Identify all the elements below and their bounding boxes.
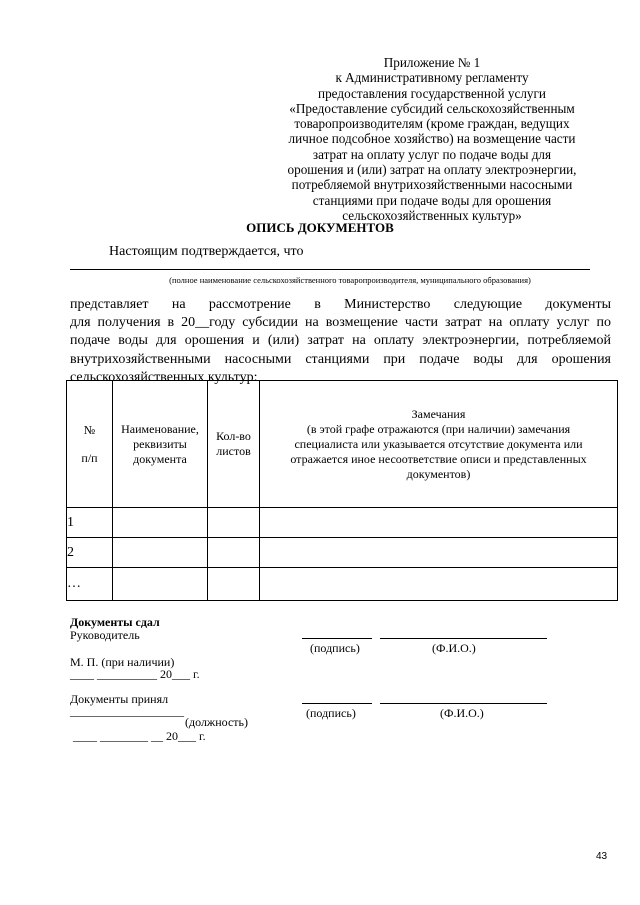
fio-line — [380, 638, 547, 639]
manager-label: Руководитель — [70, 628, 140, 642]
row-sheets-cell[interactable] — [208, 568, 260, 601]
header-name-line: документа — [133, 451, 187, 466]
appendix-header — [258, 55, 606, 223]
signature-line — [302, 703, 372, 704]
header-count-line: листов — [216, 444, 251, 458]
appendix-line: товаропроизводителям (кроме граждан, ведущих — [294, 116, 570, 132]
page-number: 43 — [596, 851, 608, 862]
producer-name-line — [70, 269, 590, 270]
appendix-line: сельскохозяйственных культур» — [342, 207, 522, 223]
header-name-line: реквизиты — [133, 436, 187, 451]
appendix-line: Приложение № 1 — [383, 55, 481, 70]
header-remarks-line: Замечания — [411, 406, 466, 421]
row-remarks-cell[interactable] — [260, 538, 618, 568]
stamp-label: М. П. (при наличии) — [70, 655, 175, 669]
row-document-cell[interactable] — [113, 508, 208, 538]
paragraph-line: для получения в 20__году субсидии на возмещение части затрат на оплату услуг по — [70, 315, 611, 331]
row-number: 1 — [67, 508, 113, 538]
table-row — [67, 538, 618, 568]
header-count — [208, 381, 260, 508]
paragraph-line: внутрихозяйственными насосными станциями при подаче воды для орошения — [70, 351, 611, 367]
appendix-line: орошения и (или) затрат на оплату электроэнергии, — [287, 162, 577, 178]
fio-caption: (Ф.И.О.) — [432, 641, 476, 655]
appendix-line: станциями при подаче воды для орошения — [312, 192, 552, 208]
paragraph-line: подаче воды для орошения и (или) затрат на оплату электроэнергии, потребляемой — [70, 333, 611, 349]
submitted-heading: Документы сдал — [70, 615, 160, 629]
appendix-line: предоставления государственной услуги — [318, 85, 546, 101]
header-number-line: № — [83, 422, 96, 437]
row-number: … — [67, 568, 113, 601]
accepted-label: Документы принял — [70, 692, 169, 706]
appendix-line: личное подсобное хозяйство) на возмещение части — [288, 131, 576, 147]
appendix-line: затрат на оплату услуг по подаче воды для — [312, 146, 552, 162]
body-paragraph — [70, 296, 611, 387]
fio-caption: (Ф.И.О.) — [440, 706, 484, 720]
table-row — [67, 568, 618, 601]
signature-caption: (подпись) — [310, 641, 360, 655]
signature-caption: (подпись) — [306, 706, 356, 720]
documents-table — [66, 380, 618, 601]
date-line: ____ __________ 20___ г. — [70, 667, 200, 681]
date-line: ____ ________ __ 20___ г. — [70, 729, 206, 743]
header-remarks-line: (в этой графе отражаются (при наличии) замечания — [306, 421, 571, 436]
paragraph-line: сельскохозяйственных культур: — [70, 369, 258, 385]
row-document-cell[interactable] — [113, 568, 208, 601]
header-name — [113, 381, 208, 508]
header-count-line: Кол-во — [216, 429, 251, 443]
table-header-row — [67, 381, 618, 508]
row-remarks-cell[interactable] — [260, 568, 618, 601]
row-number: 2 — [67, 538, 113, 568]
signature-line — [302, 638, 372, 639]
table-row — [67, 508, 618, 538]
header-remarks-line: отражается иное несоответствие описи и представленных — [290, 451, 587, 466]
producer-caption: (полное наименование сельскохозяйственного товаропроизводителя, муниципального образования) — [169, 275, 531, 285]
header-remarks — [260, 381, 618, 508]
header-remarks-line: специалиста или указывается отсутствие документа или — [294, 436, 583, 451]
appendix-line: к Административному регламенту — [335, 70, 529, 86]
row-remarks-cell[interactable] — [260, 508, 618, 538]
document-title: ОПИСЬ ДОКУМЕНТОВ — [246, 220, 394, 235]
confirm-text: Настоящим подтверждается, что — [109, 244, 304, 259]
position-line: ___________________ — [70, 704, 184, 718]
appendix-line: «Предоставление субсидий сельскохозяйственным — [289, 100, 575, 116]
appendix-line: потребляемой внутрихозяйственными насосными — [291, 177, 573, 193]
position-caption: (должность) — [185, 715, 248, 729]
row-sheets-cell[interactable] — [208, 538, 260, 568]
fio-line — [380, 703, 547, 704]
header-number-line: п/п — [81, 450, 98, 465]
paragraph-line: представляет на рассмотрение в Министерство следующие документы — [70, 297, 611, 312]
row-sheets-cell[interactable] — [208, 508, 260, 538]
row-document-cell[interactable] — [113, 538, 208, 568]
header-number — [67, 381, 113, 508]
header-name-line: Наименование, — [121, 421, 199, 436]
header-remarks-line: документов) — [406, 466, 471, 481]
